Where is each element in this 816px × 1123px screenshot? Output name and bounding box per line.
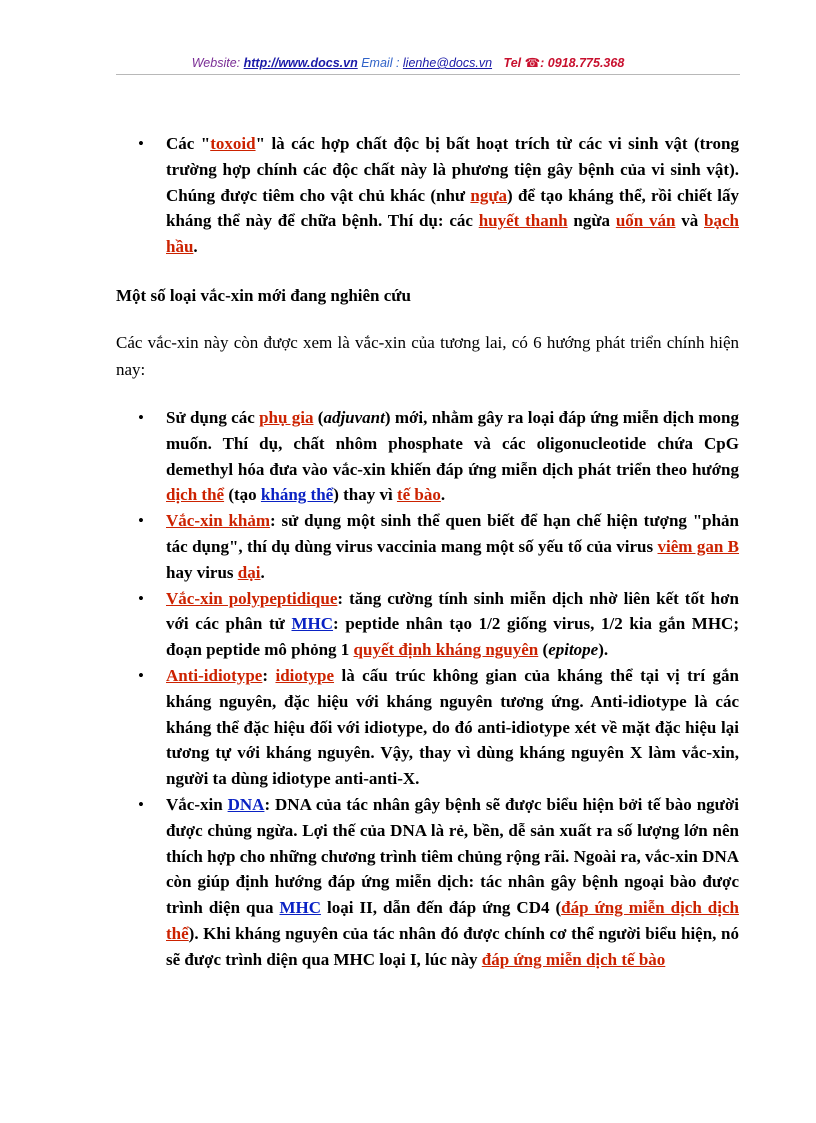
link-dna[interactable]: DNA	[227, 794, 265, 814]
link-mhc[interactable]: MHC	[291, 614, 334, 634]
link-quyet-dinh-khang-nguyen[interactable]: quyết định kháng nguyên	[353, 640, 539, 660]
link-dich-the[interactable]: dịch thể	[166, 485, 225, 505]
link-vac-xin-polypeptidique[interactable]: Vắc-xin polypeptidique	[166, 588, 338, 608]
link-dai[interactable]: dại	[237, 562, 261, 582]
link-anti-idiotype[interactable]: Anti-idiotype	[166, 665, 263, 685]
dna-item: • Vắc-xin DNA: DNA của tác nhân gây bệnh sẽ được biểu hiện bởi tế bào người được chủng ngừa. Lợi thế của DNA là rẻ, bền, dễ sản xuất ra số lượng lớn nên thích hợp cho những chương trình tiêm chủng rộng rãi. Ngoài ra, vắc-xin DNA còn giúp định hướng đáp ứng miễn dịch: tác nhân gây bệnh ngoại bào được trình diện qua MHC loại II, dẫn đến đáp ứng CD4 (đáp ứng miễn dịch dịch thể). Khi kháng nguyên của tác nhân đó được chính cơ thể người biểu hiện, nó sẽ được trình diện qua MHC loại I, lúc này đáp ứng miễn dịch tế bào	[116, 792, 739, 973]
website-link[interactable]: http://www.docs.vn	[243, 56, 358, 70]
link-ngua[interactable]: ngựa	[470, 185, 508, 205]
document-body	[116, 131, 739, 973]
toxoid-item: • Các "toxoid" là các hợp chất độc bị bất hoạt trích từ các vi sinh vật (trong trường hợp chính các độc chất này là phương tiện gây bệnh của vi sinh vật). Chúng được tiêm cho vật chủ khác (như ngựa) để tạo kháng thể, rồi chiết lấy kháng thể này để chữa bệnh. Thí dụ: các huyết thanh ngừa uốn ván và bạch hầu.	[116, 131, 739, 260]
email-link[interactable]: lienhe@docs.vn	[402, 56, 493, 70]
link-huyet-thanh[interactable]: huyết thanh	[478, 211, 568, 231]
adjuvant-item: • Sử dụng các phụ gia (adjuvant) mới, nhằm gây ra loại đáp ứng miễn dịch mong muốn. Thí dụ, chất nhôm phosphate và các oligonucleotide chứa CpG demethyl hóa đưa vào vắc-xin khiến đáp ứng miễn dịch phát triển theo hướng dịch thể (tạo kháng thể) thay vì tế bào.	[116, 405, 739, 508]
email-label: Email :	[361, 56, 400, 70]
link-idiotype[interactable]: idiotype	[275, 665, 335, 685]
link-phu-gia[interactable]: phụ gia	[259, 407, 314, 427]
intro-paragraph: Các vắc-xin này còn được xem là vắc-xin của tương lai, có 6 hướng phát triển chính hiện nay:	[116, 332, 739, 379]
website-label: Website:	[191, 56, 241, 70]
phone-number: Tel ☎: 0918.775.368	[503, 56, 625, 70]
toxoid-list	[116, 131, 739, 260]
link-bach-hau[interactable]: bạch hầu	[166, 211, 740, 257]
link-dap-ung-te-bao[interactable]: đáp ứng miễn dịch tế bào	[481, 949, 666, 969]
page-header	[0, 55, 816, 70]
link-te-bao[interactable]: tế bào	[396, 485, 441, 505]
link-viem-gan-b[interactable]: viêm gan B	[657, 536, 739, 556]
anti-idiotype-item: • Anti-idiotype: idiotype là cấu trúc không gian của kháng thể tại vị trí gắn kháng nguyên, đặc hiệu với kháng nguyên tương ứng. Anti-idiotype là các kháng thể đặc hiệu đối với idiotype, do đó anti-idiotype xét về mặt đặc hiệu lại tương tự với kháng nguyên. Vậy, thay vì dùng kháng nguyên X làm vắc-xin, người ta dùng idiotype anti-anti-X.	[116, 663, 739, 792]
polypeptide-item: • Vắc-xin polypeptidique: tăng cường tính sinh miễn dịch nhờ liên kết tốt hơn với các phân tử MHC: peptide nhân tạo 1/2 giống virus, 1/2 kia gắn MHC; đoạn peptide mô phỏng 1 quyết định kháng nguyên (epitope).	[116, 586, 739, 663]
link-uon-van[interactable]: uốn ván	[615, 211, 676, 231]
link-khang-the[interactable]: kháng thể	[260, 485, 334, 505]
vaccine-list	[116, 405, 739, 973]
link-toxoid[interactable]: toxoid	[210, 134, 256, 153]
section-heading: Một số loại vắc-xin mới đang nghiên cứu	[116, 285, 411, 305]
kham-item: • Vắc-xin khảm: sử dụng một sinh thể quen biết để hạn chế hiện tượng "phản tác dụng", thí dụ dùng virus vaccinia mang một số yếu tố của virus viêm gan B hay virus dại.	[116, 508, 739, 585]
link-mhc-2[interactable]: MHC	[279, 898, 321, 918]
header-divider	[116, 74, 740, 75]
link-vac-xin-kham[interactable]: Vắc-xin khảm	[166, 511, 271, 531]
link-dap-ung-dich-the[interactable]: đáp ứng miễn dịch dịch thể	[166, 898, 739, 943]
